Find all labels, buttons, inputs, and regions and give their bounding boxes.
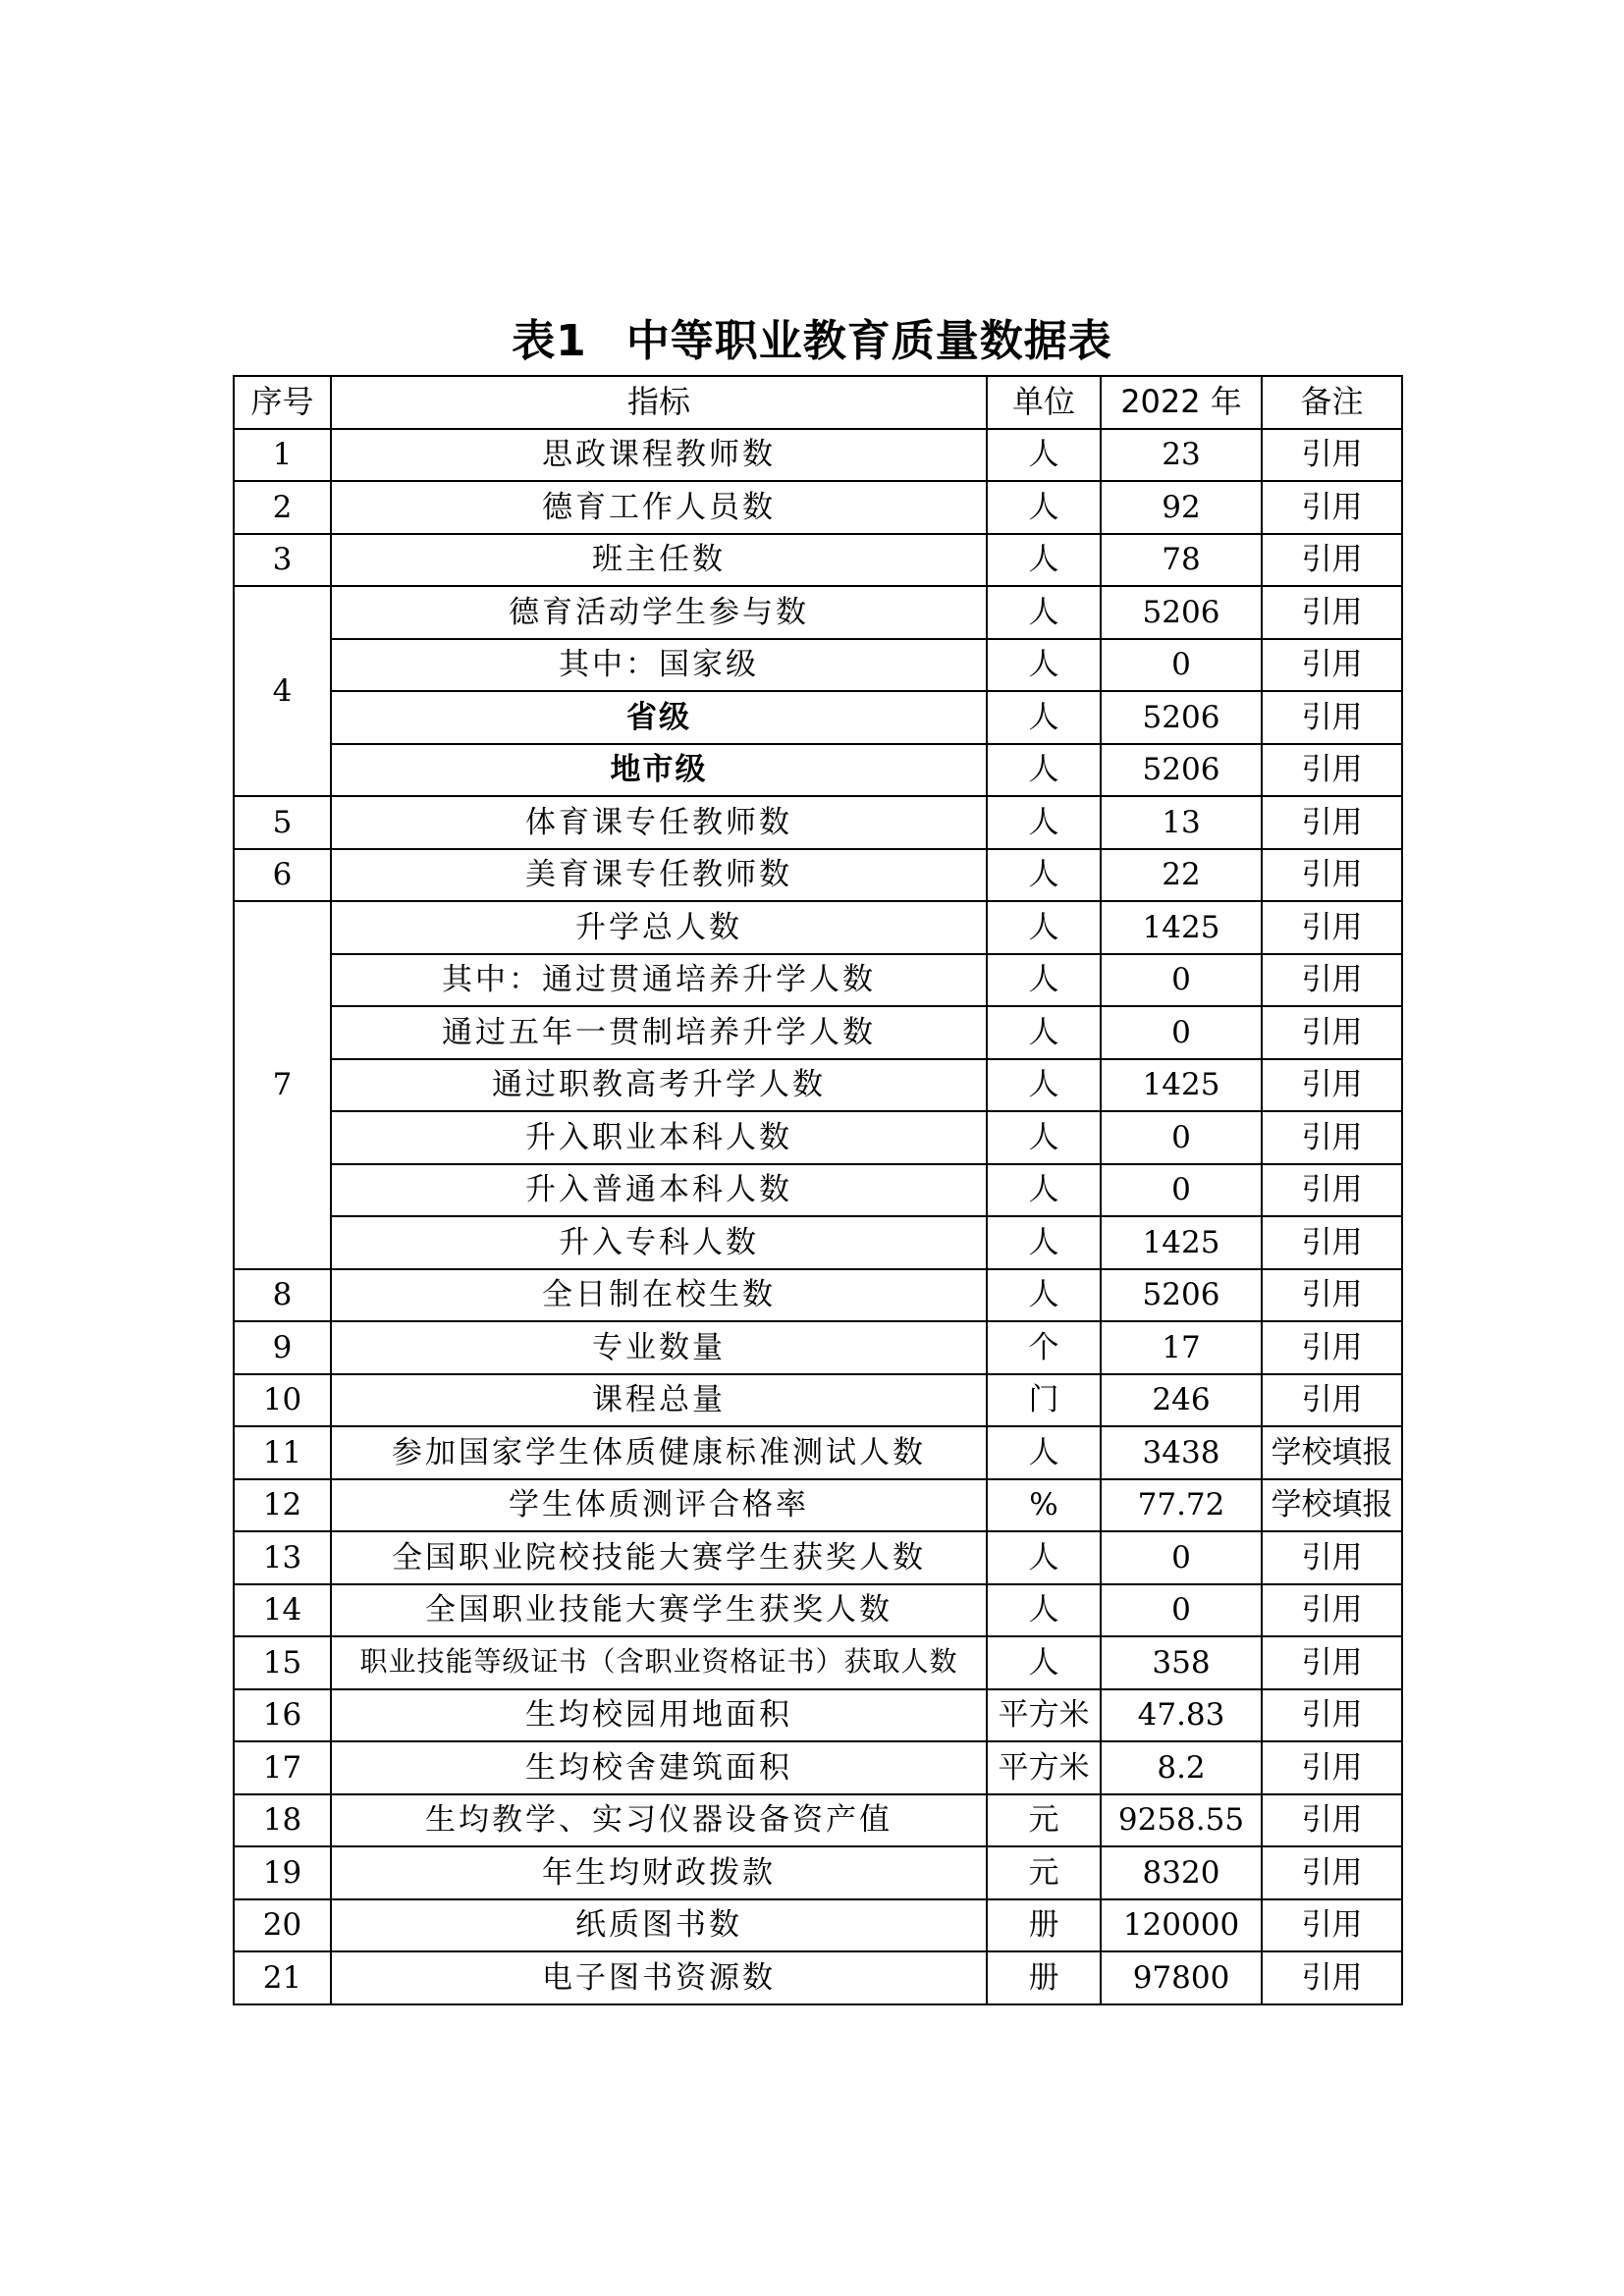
note-cell: 引用 [1262,1006,1402,1059]
indicator-cell: 地市级 [331,744,987,797]
indicator-cell: 升学总人数 [331,901,987,954]
table-row [234,901,1402,954]
unit-cell: 人 [987,901,1101,954]
value-cell: 1425 [1101,1059,1262,1112]
unit-cell: 人 [987,481,1101,534]
value-cell: 0 [1101,1584,1262,1637]
table-row [234,1689,1402,1742]
note-cell: 引用 [1262,1689,1402,1742]
table-title: 中等职业教育质量数据表 [625,316,1112,366]
seq-cell: 21 [234,1951,331,2004]
seq-cell: 4 [234,586,331,796]
unit-cell: 元 [987,1794,1101,1847]
table-row [234,1479,1402,1532]
value-cell: 246 [1101,1374,1262,1427]
note-cell: 引用 [1262,1164,1402,1217]
note-cell: 引用 [1262,901,1402,954]
value-cell: 0 [1101,639,1262,692]
table-row [234,639,1402,692]
unit-cell: 人 [987,1111,1101,1164]
seq-cell: 16 [234,1689,331,1742]
note-cell: 引用 [1262,1846,1402,1899]
value-cell: 1425 [1101,1216,1262,1269]
unit-cell: 平方米 [987,1689,1101,1742]
indicator-cell: 课程总量 [331,1374,987,1427]
table-row [234,1846,1402,1899]
value-cell: 23 [1101,429,1262,482]
unit-cell: 人 [987,639,1101,692]
value-cell: 92 [1101,481,1262,534]
indicator-cell: 升入职业本科人数 [331,1111,987,1164]
value-cell: 5206 [1101,586,1262,639]
note-cell: 引用 [1262,586,1402,639]
value-cell: 358 [1101,1636,1262,1689]
note-cell: 引用 [1262,954,1402,1007]
table-row [234,429,1402,482]
unit-cell: 人 [987,1269,1101,1322]
unit-cell: 个 [987,1321,1101,1374]
header-note: 备注 [1262,376,1402,429]
indicator-cell: 美育课专任教师数 [331,849,987,902]
table-row [234,1059,1402,1112]
indicator-cell: 升入专科人数 [331,1216,987,1269]
indicator-cell: 德育工作人员数 [331,481,987,534]
indicator-cell: 通过职教高考升学人数 [331,1059,987,1112]
table-row [234,534,1402,587]
note-cell: 引用 [1262,1216,1402,1269]
table-row [234,1216,1402,1269]
value-cell: 77.72 [1101,1479,1262,1532]
indicator-cell: 其中：通过贯通培养升学人数 [331,954,987,1007]
note-cell: 引用 [1262,796,1402,849]
note-cell: 学校填报 [1262,1426,1402,1479]
seq-cell: 3 [234,534,331,587]
table-row [234,849,1402,902]
note-cell: 引用 [1262,849,1402,902]
table-row [234,691,1402,744]
value-cell: 1425 [1101,901,1262,954]
indicator-cell: 全国职业技能大赛学生获奖人数 [331,1584,987,1637]
value-cell: 8320 [1101,1846,1262,1899]
note-cell: 引用 [1262,639,1402,692]
indicator-cell: 学生体质测评合格率 [331,1479,987,1532]
unit-cell: 元 [987,1846,1101,1899]
unit-cell: 人 [987,1636,1101,1689]
unit-cell: 人 [987,1164,1101,1217]
note-cell: 引用 [1262,1636,1402,1689]
unit-cell: % [987,1479,1101,1532]
unit-cell: 册 [987,1899,1101,1952]
table-row [234,1374,1402,1427]
unit-cell: 门 [987,1374,1101,1427]
indicator-cell: 参加国家学生体质健康标准测试人数 [331,1426,987,1479]
value-cell: 97800 [1101,1951,1262,2004]
note-cell: 引用 [1262,481,1402,534]
header-row [234,376,1402,429]
header-year: 2022 年 [1101,376,1262,429]
unit-cell: 人 [987,954,1101,1007]
seq-cell: 13 [234,1531,331,1584]
note-cell: 引用 [1262,1059,1402,1112]
table-row [234,1741,1402,1794]
unit-cell: 人 [987,1426,1101,1479]
note-cell: 引用 [1262,1741,1402,1794]
unit-cell: 人 [987,586,1101,639]
indicator-cell: 全日制在校生数 [331,1269,987,1322]
seq-cell: 20 [234,1899,331,1952]
unit-cell: 人 [987,1059,1101,1112]
table-row [234,481,1402,534]
seq-cell: 15 [234,1636,331,1689]
note-cell: 引用 [1262,1269,1402,1322]
unit-cell: 人 [987,796,1101,849]
note-cell: 引用 [1262,744,1402,797]
header-indicator: 指标 [331,376,987,429]
table-row [234,1006,1402,1059]
indicator-cell: 职业技能等级证书（含职业资格证书）获取人数 [331,1636,987,1689]
value-cell: 0 [1101,1006,1262,1059]
indicator-cell: 其中：国家级 [331,639,987,692]
note-cell: 引用 [1262,1374,1402,1427]
table-row [234,1899,1402,1952]
page-title [0,312,1624,371]
indicator-cell: 电子图书资源数 [331,1951,987,2004]
indicator-cell: 班主任数 [331,534,987,587]
seq-cell: 9 [234,1321,331,1374]
value-cell: 5206 [1101,744,1262,797]
table-row [234,1794,1402,1847]
value-cell: 120000 [1101,1899,1262,1952]
unit-cell: 平方米 [987,1741,1101,1794]
note-cell: 引用 [1262,1584,1402,1637]
table-row [234,1321,1402,1374]
seq-cell: 5 [234,796,331,849]
unit-cell: 册 [987,1951,1101,2004]
seq-cell: 11 [234,1426,331,1479]
value-cell: 0 [1101,954,1262,1007]
value-cell: 17 [1101,1321,1262,1374]
indicator-cell: 生均教学、实习仪器设备资产值 [331,1794,987,1847]
indicator-cell: 体育课专任教师数 [331,796,987,849]
unit-cell: 人 [987,1531,1101,1584]
indicator-cell: 生均校园用地面积 [331,1689,987,1742]
table-row [234,1584,1402,1637]
table-row [234,586,1402,639]
indicator-cell: 生均校舍建筑面积 [331,1741,987,1794]
value-cell: 5206 [1101,1269,1262,1322]
value-cell: 0 [1101,1111,1262,1164]
value-cell: 22 [1101,849,1262,902]
indicator-cell: 省级 [331,691,987,744]
seq-cell: 14 [234,1584,331,1637]
value-cell: 8.2 [1101,1741,1262,1794]
value-cell: 3438 [1101,1426,1262,1479]
table-row [234,796,1402,849]
unit-cell: 人 [987,534,1101,587]
table-row [234,1951,1402,2004]
value-cell: 47.83 [1101,1689,1262,1742]
unit-cell: 人 [987,744,1101,797]
unit-cell: 人 [987,1584,1101,1637]
indicator-cell: 专业数量 [331,1321,987,1374]
seq-cell: 17 [234,1741,331,1794]
value-cell: 5206 [1101,691,1262,744]
table-row [234,744,1402,797]
table-row [234,1426,1402,1479]
seq-cell: 1 [234,429,331,482]
seq-cell: 2 [234,481,331,534]
value-cell: 0 [1101,1531,1262,1584]
note-cell: 引用 [1262,1794,1402,1847]
unit-cell: 人 [987,691,1101,744]
indicator-cell: 升入普通本科人数 [331,1164,987,1217]
seq-cell: 19 [234,1846,331,1899]
unit-cell: 人 [987,1006,1101,1059]
header-seq: 序号 [234,376,331,429]
table-row [234,1636,1402,1689]
note-cell: 引用 [1262,1111,1402,1164]
indicator-cell: 年生均财政拨款 [331,1846,987,1899]
note-cell: 引用 [1262,1531,1402,1584]
table-row [234,1531,1402,1584]
note-cell: 引用 [1262,1321,1402,1374]
indicator-cell: 德育活动学生参与数 [331,586,987,639]
header-unit: 单位 [987,376,1101,429]
seq-cell: 7 [234,901,331,1269]
unit-cell: 人 [987,1216,1101,1269]
seq-cell: 12 [234,1479,331,1532]
indicator-cell: 纸质图书数 [331,1899,987,1952]
note-cell: 引用 [1262,534,1402,587]
data-table [233,375,1403,2005]
value-cell: 78 [1101,534,1262,587]
indicator-cell: 通过五年一贯制培养升学人数 [331,1006,987,1059]
unit-cell: 人 [987,429,1101,482]
indicator-cell: 全国职业院校技能大赛学生获奖人数 [331,1531,987,1584]
seq-cell: 18 [234,1794,331,1847]
value-cell: 13 [1101,796,1262,849]
table-row [234,1164,1402,1217]
table-label: 表1 [512,316,587,366]
unit-cell: 人 [987,849,1101,902]
table-row [234,1111,1402,1164]
seq-cell: 8 [234,1269,331,1322]
table-row [234,954,1402,1007]
note-cell: 引用 [1262,1951,1402,2004]
table-row [234,1269,1402,1322]
seq-cell: 6 [234,849,331,902]
note-cell: 引用 [1262,1899,1402,1952]
note-cell: 引用 [1262,691,1402,744]
note-cell: 学校填报 [1262,1479,1402,1532]
indicator-cell: 思政课程教师数 [331,429,987,482]
seq-cell: 10 [234,1374,331,1427]
value-cell: 0 [1101,1164,1262,1217]
value-cell: 9258.55 [1101,1794,1262,1847]
note-cell: 引用 [1262,429,1402,482]
